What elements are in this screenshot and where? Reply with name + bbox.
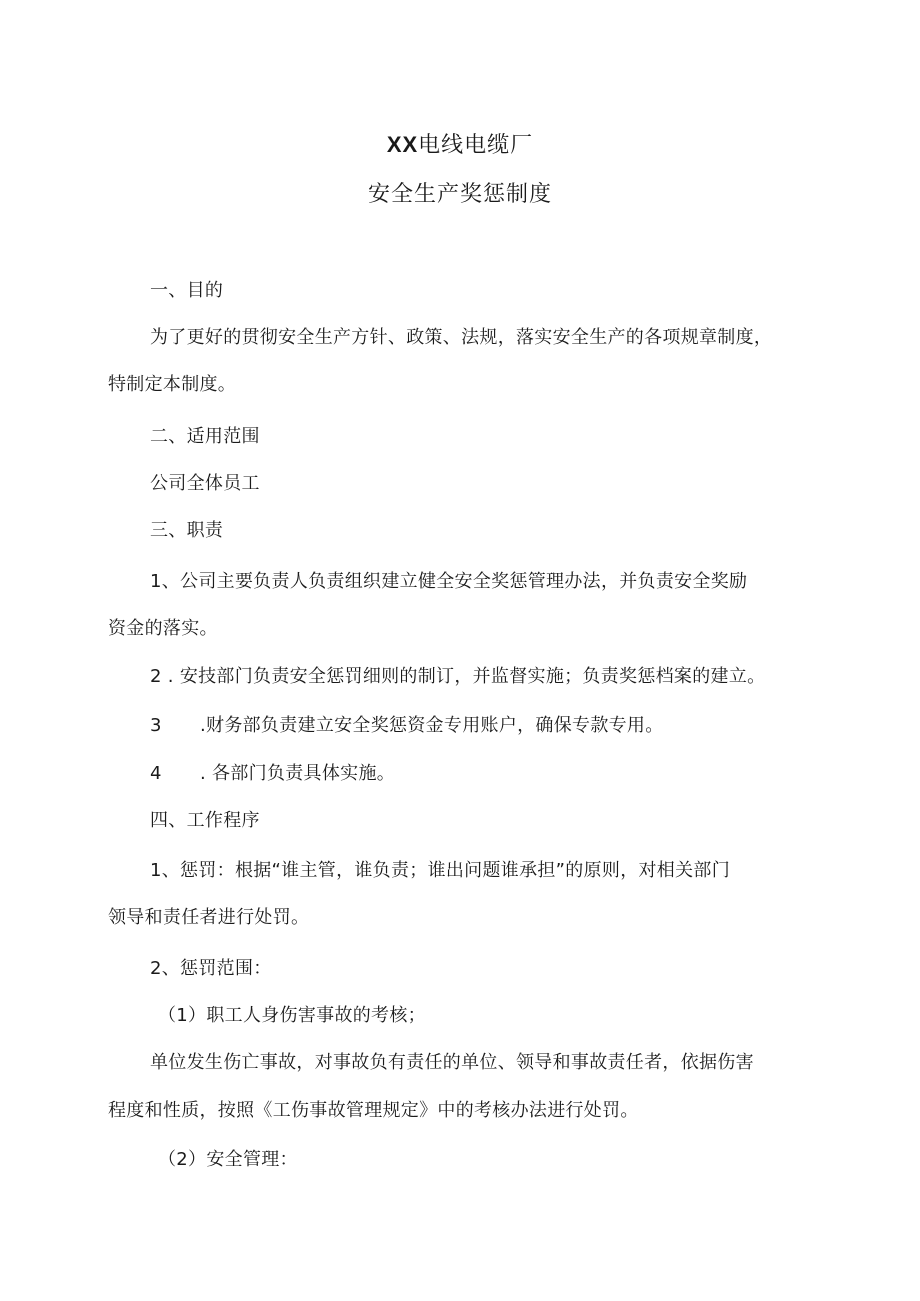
section-4-sub-2-heading: （2）安全管理：: [158, 1149, 298, 1170]
section-4-item-1-line-2: 领导和责任者进行处罚。: [108, 907, 310, 928]
document-subtitle: 安全生产奖惩制度: [367, 182, 552, 207]
title-prefix: XX: [386, 132, 419, 157]
section-2-paragraph: 公司全体员工: [150, 473, 260, 494]
section-4-sub-1-paragraph-line-2: 程度和性质，按照《工伤事故管理规定》中的考核办法进行处罚。: [108, 1100, 639, 1121]
section-1-paragraph-line-2: 特制定本制度。: [108, 374, 237, 395]
section-2-heading: 二、适用范围: [150, 426, 260, 447]
document-title: [0, 128, 920, 159]
section-4-sub-1-paragraph-line-1: 单位发生伤亡事故，对事故负有责任的单位、领导和事故责任者，依据伤害: [150, 1052, 754, 1073]
section-4-heading: 四、工作程序: [150, 810, 260, 831]
section-1-paragraph-line-1: 为了更好的贯彻安全生产方针、政策、法规，落实安全生产的各项规章制度，: [150, 327, 773, 348]
section-1-heading: 一、目的: [150, 280, 224, 301]
section-4-item-2: 2、惩罚范围：: [150, 958, 272, 979]
item-text: .财务部负责建立安全奖惩资金专用账户，确保专款专用。: [200, 715, 664, 736]
section-3-item-1-line-1: 1、公司主要负责人负责组织建立健全安全奖惩管理办法，并负责安全奖励: [150, 571, 748, 592]
item-number: 4: [150, 763, 162, 784]
title-rest: 电线电缆厂: [418, 133, 534, 158]
item-text: . 各部门负责具体实施。: [200, 763, 396, 784]
section-3-heading: 三、职责: [150, 520, 224, 541]
section-3-item-4: [150, 759, 395, 785]
section-3-item-1-line-2: 资金的落实。: [108, 618, 218, 639]
section-4-sub-1-heading: （1）职工人身伤害事故的考核；: [158, 1005, 426, 1026]
section-3-item-2: 2 . 安技部门负责安全惩罚细则的制订，并监督实施；负责奖惩档案的建立。: [150, 666, 766, 687]
section-3-item-3: [150, 711, 664, 737]
item-number: 3: [150, 715, 162, 736]
section-4-item-1-line-1: 1、惩罚：根据“谁主管，谁负责；谁出问题谁承担”的原则，对相关部门: [150, 860, 730, 881]
